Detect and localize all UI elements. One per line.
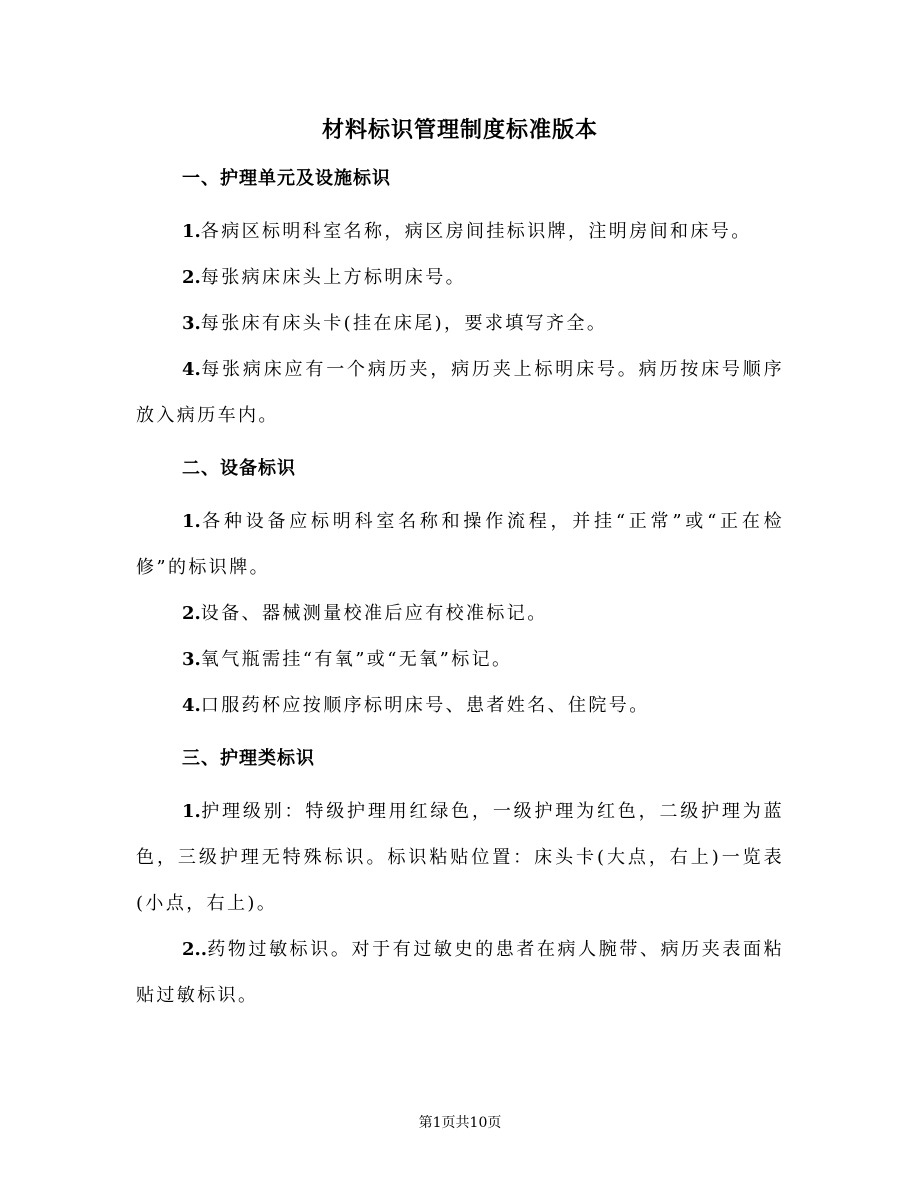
section-heading: 二、设备标识 (182, 458, 296, 479)
item-number: 1. (182, 511, 201, 532)
item-number: 2.. (182, 939, 208, 960)
list-item (136, 499, 784, 591)
item-number: 3. (182, 313, 201, 334)
item-text: 氧气瓶需挂“有氧”或“无氧”标记。 (200, 649, 513, 670)
item-text: 每张病床床头上方标明床号。 (200, 267, 466, 288)
list-item (136, 255, 784, 301)
item-text: 口服药杯应按顺序标明床号、患者姓名、住院号。 (200, 695, 650, 716)
item-text: 每张床有床头卡(挂在床尾)，要求填写齐全。 (200, 313, 608, 334)
list-item (136, 683, 784, 729)
section-heading: 一、护理单元及设施标识 (182, 168, 391, 189)
item-number: 1. (182, 801, 201, 822)
item-number: 2. (182, 267, 201, 288)
item-number: 4. (182, 359, 201, 380)
document-body (136, 163, 784, 1019)
item-text: 各病区标明科室名称，病区房间挂标识牌，注明房间和床号。 (200, 221, 752, 242)
item-text: 药物过敏标识。对于有过敏史的患者在病人腕带、病历夹表面粘贴过敏标识。 (136, 939, 784, 1006)
page-number-footer: 第1页共10页 (418, 1115, 502, 1131)
item-number: 1. (182, 221, 201, 242)
item-text: 护理级别：特级护理用红绿色，一级护理为红色，二级护理为蓝色，三级护理无特殊标识。标识粘贴位置：床头卡(大点，右上)一览表(小点，右上)。 (136, 801, 784, 914)
item-number: 2. (182, 603, 201, 624)
item-number: 3. (182, 649, 201, 670)
item-number: 4. (182, 695, 201, 716)
section-heading: 三、护理类标识 (182, 748, 315, 769)
list-item (136, 927, 784, 1019)
list-item (136, 591, 784, 637)
list-item (136, 789, 784, 927)
item-text: 各种设备应标明科室名称和操作流程，并挂“正常”或“正在检修”的标识牌。 (136, 511, 784, 578)
item-text: 设备、器械测量校准后应有校准标记。 (200, 603, 548, 624)
item-text: 每张病床应有一个病历夹，病历夹上标明床号。病历按床号顺序放入病历车内。 (136, 359, 784, 426)
list-item (136, 301, 784, 347)
document-title: 材料标识管理制度标准版本 (321, 117, 598, 143)
list-item (136, 347, 784, 439)
list-item (136, 637, 784, 683)
list-item (136, 209, 784, 255)
